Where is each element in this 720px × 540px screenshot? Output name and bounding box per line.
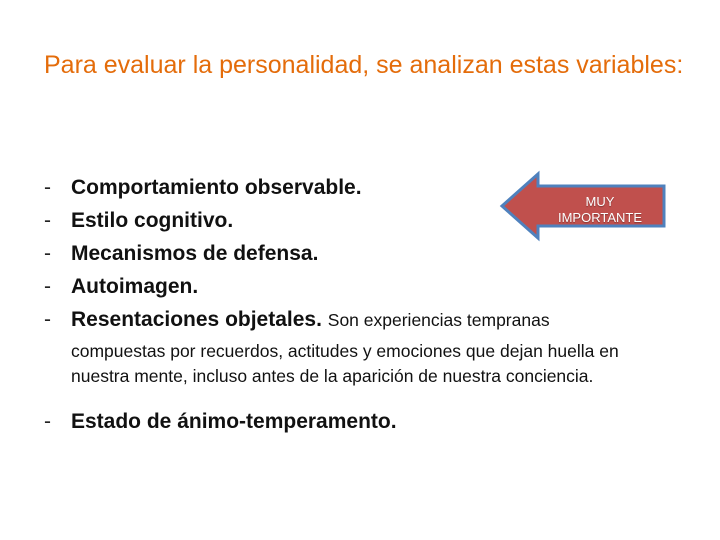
callout-line-1: MUY bbox=[585, 194, 615, 209]
bullet-dash: - bbox=[44, 209, 51, 232]
bullet-dash: - bbox=[44, 410, 51, 433]
bullet-item bbox=[44, 405, 684, 438]
bullet-dash: - bbox=[44, 242, 51, 265]
bullet-label: Mecanismos de defensa. bbox=[71, 242, 319, 265]
callout-arrow bbox=[498, 170, 668, 242]
bullet-description-start: Son experiencias tempranas bbox=[327, 310, 550, 330]
bullet-item bbox=[44, 270, 684, 303]
bullet-label: Comportamiento observable. bbox=[71, 176, 362, 199]
bullet-dash: - bbox=[44, 308, 51, 331]
slide-title: Para evaluar la personalidad, se analizan estas variables: bbox=[44, 51, 684, 79]
bullet-label: Autoimagen. bbox=[71, 275, 199, 298]
callout-line-2: IMPORTANTE bbox=[557, 210, 643, 225]
bullet-description: compuestas por recuerdos, actitudes y emociones que dejan huella en nuestra mente, incluso antes de la aparición de nuestra conciencia. bbox=[71, 341, 619, 386]
bullet-label: Estado de ánimo-temperamento. bbox=[71, 410, 397, 433]
bullet-label: Resentaciones objetales. bbox=[71, 308, 322, 331]
bullet-dash: - bbox=[44, 176, 51, 199]
bullet-dash: - bbox=[44, 275, 51, 298]
callout-text bbox=[538, 194, 662, 226]
bullet-item bbox=[44, 303, 684, 389]
bullet-label: Estilo cognitivo. bbox=[71, 209, 234, 232]
